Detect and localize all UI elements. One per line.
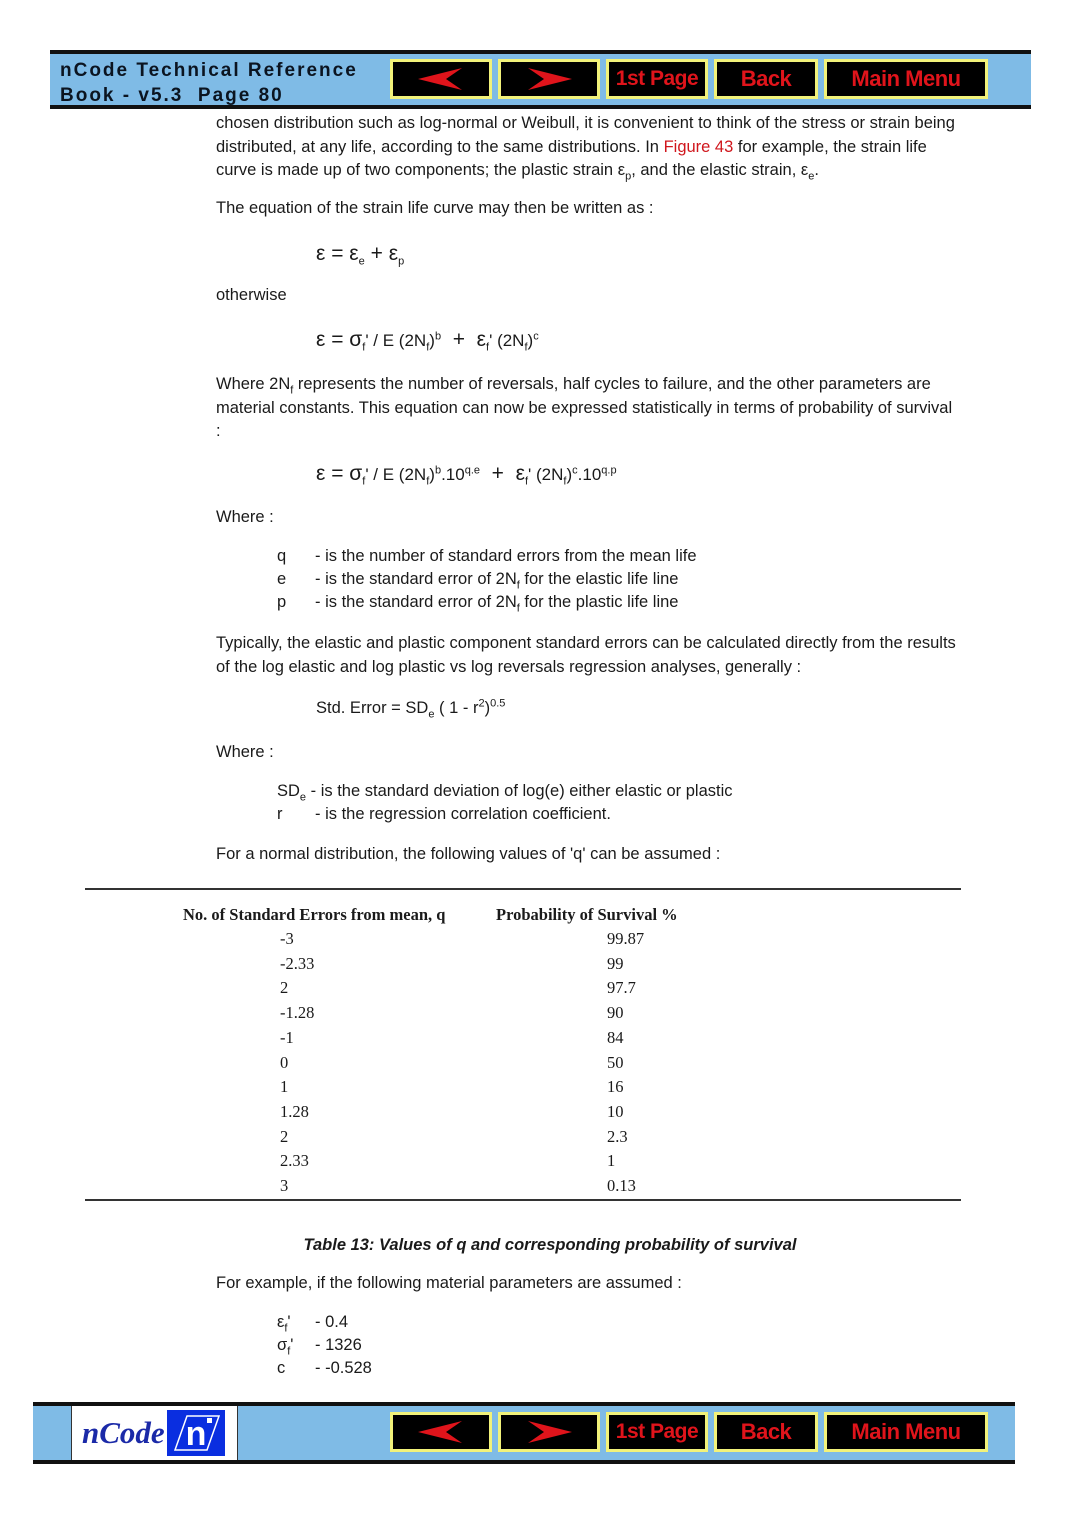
title-line-2: Book - v5.3 Page 80 xyxy=(60,85,284,106)
cell-q: 2 xyxy=(280,1126,289,1146)
ncode-logo xyxy=(71,1406,238,1460)
eq-text: ) xyxy=(566,465,573,484)
cell-probability: 84 xyxy=(607,1027,624,1047)
subscript: p xyxy=(398,255,405,268)
intro-line-3 xyxy=(216,159,1016,183)
eq-text: ) xyxy=(484,699,491,717)
intro-line-1: chosen distribution such as log-normal or Weibull, it is convenient to think of the stress or strain being xyxy=(216,114,955,132)
main-menu-button[interactable]: Main Menu xyxy=(824,1412,988,1452)
subscript: f xyxy=(362,341,366,354)
subscript: e xyxy=(428,708,435,721)
definition-item xyxy=(277,593,679,615)
symbol: SD xyxy=(277,782,300,800)
document-title xyxy=(60,58,358,108)
subscript: f xyxy=(426,341,430,354)
eq-text: ' / E (2N xyxy=(365,465,427,484)
subscript: f xyxy=(362,475,366,488)
symbol: c xyxy=(277,1359,286,1377)
cell-probability: 2.3 xyxy=(607,1126,628,1146)
para-line: : xyxy=(216,422,221,440)
cell-q: -1.28 xyxy=(280,1003,315,1023)
logo-text: nCode xyxy=(82,1415,165,1450)
para-line xyxy=(216,373,1016,397)
eq-text: ) xyxy=(429,465,435,484)
eq-text: ' (2N xyxy=(528,465,564,484)
parameter-item xyxy=(277,1359,372,1378)
prev-page-button[interactable] xyxy=(390,1412,492,1452)
subscript: f xyxy=(524,341,528,354)
header-bar xyxy=(50,50,1031,109)
subscript: f xyxy=(516,602,520,615)
eq-text: + ε xyxy=(441,328,487,351)
cell-q: 2.33 xyxy=(280,1151,309,1171)
parameter-value: - 0.4 xyxy=(315,1313,349,1331)
eq-text: ε = σ xyxy=(316,328,363,351)
definition-text: - is the number of standard errors from the mean life xyxy=(315,547,697,565)
cell-probability: 90 xyxy=(607,1003,624,1023)
equation-strain-sum xyxy=(316,242,404,266)
right-arrow-icon xyxy=(524,66,574,92)
svg-text:n: n xyxy=(185,1415,207,1453)
cell-q: -2.33 xyxy=(280,953,315,973)
title-line-1: nCode Technical Reference xyxy=(60,60,358,81)
cell-probability: 99 xyxy=(607,953,624,973)
definition-text: for the plastic life line xyxy=(519,593,679,611)
table-caption: Table 13: Values of q and corresponding probability of survival xyxy=(303,1236,797,1254)
superscript: b xyxy=(434,330,442,343)
prime: ' xyxy=(290,1336,294,1354)
text: . xyxy=(814,161,819,179)
parameter-value: - 1326 xyxy=(315,1336,362,1354)
table-header-probability: Probability of Survival % xyxy=(496,905,678,924)
para-line: Typically, the elastic and plastic component standard errors can be calculated directly from the results xyxy=(216,634,956,652)
eq-text: ' (2N xyxy=(489,331,525,350)
parameter-item xyxy=(277,1313,349,1335)
symbol: r xyxy=(277,805,283,823)
normal-distribution-intro: For a normal distribution, the following values of 'q' can be assumed : xyxy=(216,845,721,863)
left-arrow-icon xyxy=(416,1419,466,1445)
superscript: b xyxy=(434,464,442,477)
otherwise-text: otherwise xyxy=(216,286,287,304)
equation-std-error xyxy=(316,697,506,721)
back-button[interactable]: Back xyxy=(714,1412,818,1452)
table-top-rule xyxy=(85,888,961,890)
eq-text: Std. Error = SD xyxy=(316,699,429,717)
subscript: f xyxy=(426,475,430,488)
prime: ' xyxy=(287,1313,291,1331)
cell-probability: 0.13 xyxy=(607,1176,636,1195)
eq-text: ' / E (2N xyxy=(365,331,427,350)
cell-q: 1.28 xyxy=(280,1101,309,1121)
subscript: f xyxy=(284,1322,288,1335)
definition-item xyxy=(277,805,611,824)
subscript: e xyxy=(808,170,815,183)
subscript: e xyxy=(299,791,307,804)
eq-text: ) xyxy=(527,331,534,350)
eq-text: + ε xyxy=(480,462,525,485)
where-2nf-paragraph xyxy=(216,373,1016,444)
definition-text: - is the standard error of 2N xyxy=(315,593,517,611)
intro-paragraph xyxy=(216,112,1016,183)
parameter-item xyxy=(277,1336,362,1358)
definition-text: - is the standard error of 2N xyxy=(315,570,517,588)
cell-probability: 97.7 xyxy=(607,978,636,998)
eq-text: ( 1 - r xyxy=(434,699,479,717)
symbol: q xyxy=(277,547,287,565)
subscript: p xyxy=(625,170,632,183)
text: , and the elastic strain, ε xyxy=(631,161,809,179)
prev-page-button[interactable] xyxy=(390,59,492,99)
equation-statistical xyxy=(316,462,617,486)
eq-text: + ε xyxy=(364,242,399,265)
footer-bar xyxy=(33,1402,1015,1464)
definition-text: - is the regression correlation coefficient. xyxy=(315,805,611,823)
cell-q: -1 xyxy=(280,1027,294,1047)
eq-text: ε = ε xyxy=(316,242,359,265)
cell-probability: 16 xyxy=(607,1077,624,1097)
cell-q: 3 xyxy=(280,1176,289,1195)
footer-nav xyxy=(390,1412,988,1452)
left-arrow-icon xyxy=(416,66,466,92)
where-label-1: Where : xyxy=(216,508,274,526)
intro-line-2 xyxy=(216,136,1016,160)
eq-text: ) xyxy=(429,331,435,350)
cell-q: 1 xyxy=(280,1077,289,1097)
subscript: f xyxy=(486,341,490,354)
where-label-2: Where : xyxy=(216,743,274,761)
definition-item xyxy=(277,547,697,566)
symbol: ε xyxy=(277,1313,285,1331)
subscript: f xyxy=(524,475,529,488)
subscript: f xyxy=(563,475,567,488)
cell-probability: 50 xyxy=(607,1052,624,1072)
example-intro: For example, if the following material parameters are assumed : xyxy=(216,1274,682,1292)
text: represents the number of reversals, half cycles to failure, and the other parameters are xyxy=(293,375,931,393)
ncode-logo-icon xyxy=(167,1410,225,1456)
superscript: c xyxy=(572,464,578,477)
typically-paragraph xyxy=(216,632,1016,679)
subscript: f xyxy=(290,384,294,397)
table-bottom-rule xyxy=(85,1199,961,1201)
first-page-button[interactable]: 1st Page xyxy=(606,59,708,99)
superscript: q.e xyxy=(464,464,480,477)
cell-q: -3 xyxy=(280,929,294,948)
eq-text: .10 xyxy=(577,465,602,484)
definition-item xyxy=(277,782,733,804)
cell-q: 2 xyxy=(280,978,289,998)
eq-text: ε = σ xyxy=(316,462,363,485)
superscript: 0.5 xyxy=(490,697,506,710)
eq-text: .10 xyxy=(441,465,465,484)
header-nav xyxy=(390,59,988,99)
text: distributed, at any life, according to the same distributions. In xyxy=(216,137,664,156)
superscript: q.p xyxy=(601,464,617,477)
back-button[interactable]: Back xyxy=(714,59,818,99)
cell-q: 0 xyxy=(280,1052,289,1072)
subscript: f xyxy=(287,1345,291,1358)
figure-43-link[interactable]: Figure 43 xyxy=(663,137,734,156)
parameter-value: - -0.528 xyxy=(315,1359,372,1377)
para-line: of the log elastic and log plastic vs log reversals regression analyses, generally : xyxy=(216,657,802,676)
right-arrow-icon xyxy=(524,1419,574,1445)
subscript: f xyxy=(516,579,520,592)
main-menu-button[interactable]: Main Menu xyxy=(824,59,988,99)
next-page-button[interactable] xyxy=(498,1412,600,1452)
para-line: material constants. This equation can now be expressed statistically in terms of probability of survival xyxy=(216,398,953,417)
superscript: c xyxy=(533,330,539,343)
symbol: σ xyxy=(277,1336,288,1354)
first-page-button[interactable]: 1st Page xyxy=(606,1412,708,1452)
definition-text: for the elastic life line xyxy=(519,570,679,588)
cell-probability: 1 xyxy=(607,1151,616,1171)
table-header-q: No. of Standard Errors from mean, q xyxy=(183,905,446,924)
equation-strain-life xyxy=(316,328,539,352)
definition-text: - is the standard deviation of log(e) either elastic or plastic xyxy=(306,782,733,800)
superscript: 2 xyxy=(478,697,485,710)
symbol: e xyxy=(277,570,287,588)
symbol: p xyxy=(277,593,287,611)
text: for example, the strain life xyxy=(733,137,927,156)
next-page-button[interactable] xyxy=(498,59,600,99)
cell-probability: 99.87 xyxy=(607,929,645,948)
definition-item xyxy=(277,570,679,592)
text: Where 2N xyxy=(216,375,291,393)
equation-intro: The equation of the strain life curve may then be written as : xyxy=(216,199,654,217)
subscript: e xyxy=(358,255,365,268)
cell-probability: 10 xyxy=(607,1101,624,1121)
text: curve is made up of two components; the plastic strain ε xyxy=(216,161,626,179)
